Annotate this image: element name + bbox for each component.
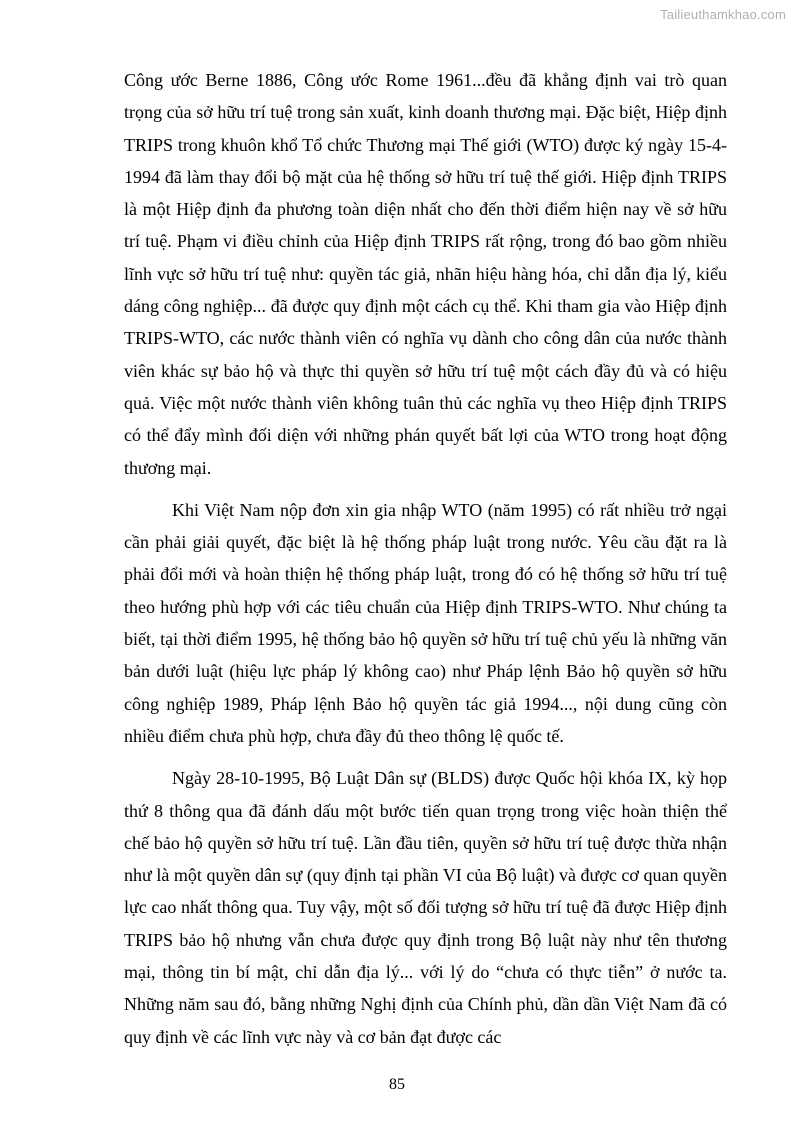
- page-number: 85: [389, 1076, 405, 1093]
- paragraph-civil-code-1995: Ngày 28-10-1995, Bộ Luật Dân sự (BLDS) được Quốc hội khóa IX, kỳ họp thứ 8 thông qua đã đánh dấu một bước tiến quan trọng trong việc hoàn thiện thể chế bảo hộ quyền sở hữu trí tuệ. Lần đầu tiên, quyền sở hữu trí tuệ được thừa nhận như là một quyền dân sự (quy định tại phần VI của Bộ luật) và được cơ quan quyền lực cao nhất thông qua. Tuy vậy, một số đối tượng sở hữu trí tuệ đã được Hiệp định TRIPS bảo hộ nhưng vẫn chưa được quy định trong Bộ luật này như tên thương mại, thông tin bí mật, chỉ dẫn địa lý... với lý do “chưa có thực tiễn” ở nước ta. Những năm sau đó, bằng những Nghị định của Chính phủ, dần dần Việt Nam đã có quy định về các lĩnh vực này và cơ bản đạt được các: [124, 768, 727, 1047]
- document-body: [124, 64, 727, 1053]
- paragraph-berne-trips: Công ước Berne 1886, Công ước Rome 1961...đều đã khẳng định vai trò quan trọng của sở hữu trí tuệ trong sản xuất, kinh doanh thương mại. Đặc biệt, Hiệp định TRIPS trong khuôn khổ Tổ chức Thương mại Thế giới (WTO) được ký ngày 15-4-1994 đã làm thay đổi bộ mặt của hệ thống sở hữu trí tuệ thế giới. Hiệp định TRIPS là một Hiệp định đa phương toàn diện nhất cho đến thời điểm hiện nay về sở hữu trí tuệ. Phạm vi điều chỉnh của Hiệp định TRIPS rất rộng, trong đó bao gồm nhiều lĩnh vực sở hữu trí tuệ như: quyền tác giả, nhãn hiệu hàng hóa, chỉ dẫn địa lý, kiểu dáng công nghiệp... đã được quy định một cách cụ thể. Khi tham gia vào Hiệp định TRIPS-WTO, các nước thành viên có nghĩa vụ dành cho công dân của nước thành viên khác sự bảo hộ và thực thi quyền sở hữu trí tuệ một cách đầy đủ và có hiệu quả. Việc một nước thành viên không tuân thủ các nghĩa vụ theo Hiệp định TRIPS có thể đẩy mình đối diện với những phán quyết bất lợi của WTO trong hoạt động thương mại.: [124, 70, 727, 478]
- watermark-text: Tailieuthamkhao.com: [660, 7, 786, 22]
- paragraph-wto-accession: Khi Việt Nam nộp đơn xin gia nhập WTO (năm 1995) có rất nhiều trở ngại cần phải giải quyết, đặc biệt là hệ thống pháp luật trong nước. Yêu cầu đặt ra là phải đổi mới và hoàn thiện hệ thống pháp luật, trong đó có hệ thống sở hữu trí tuệ theo hướng phù hợp với các tiêu chuẩn của Hiệp định TRIPS-WTO. Như chúng ta biết, tại thời điểm 1995, hệ thống bảo hộ quyền sở hữu trí tuệ chủ yếu là những văn bản dưới luật (hiệu lực pháp lý không cao) như Pháp lệnh Bảo hộ quyền sở hữu công nghiệp 1989, Pháp lệnh Bảo hộ quyền tác giả 1994..., nội dung cũng còn nhiều điểm chưa phù hợp, chưa đầy đủ theo thông lệ quốc tế.: [124, 499, 727, 746]
